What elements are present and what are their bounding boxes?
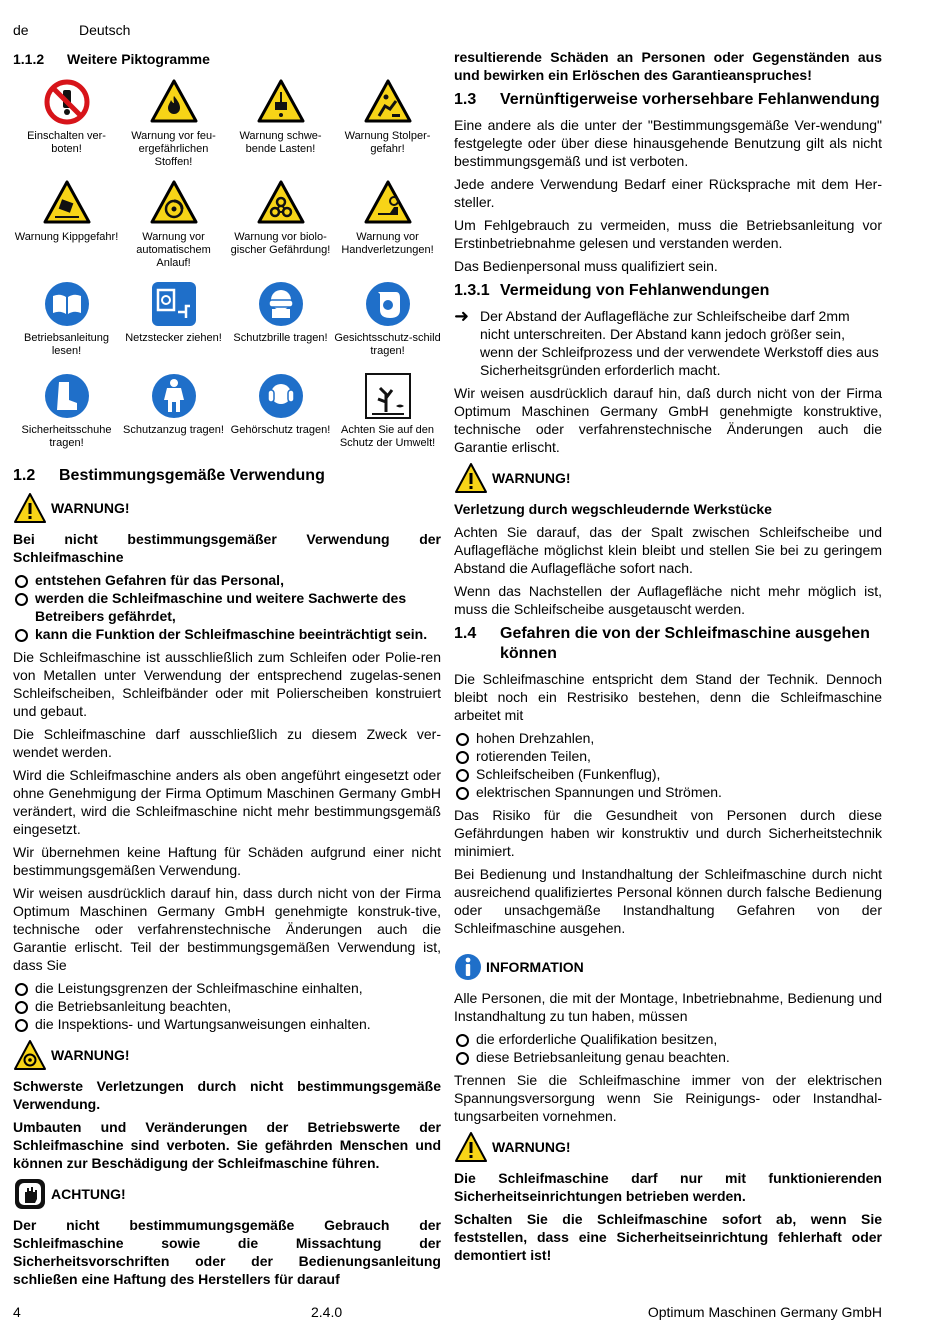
paragraph: Bei Bedienung und Instandhaltung der Schleifmaschine durch nicht ausreichend qualifiziertes Personal können durch falsche Bedienung oder unsachgemäße Instandhaltung Gefahren von der Schleifmaschine ausgehen. <box>454 866 882 936</box>
warning-triangle-icon <box>454 1131 488 1163</box>
pictogram-label: Warnung Kippgefahr! <box>14 231 119 243</box>
pictogram <box>227 179 334 270</box>
pictogram-label: Warnung vor biolo-gischer Gefährdung! <box>230 231 331 256</box>
section-heading-1-3-1: 1.3.1 Vermeidung von Fehlanwendungen <box>454 282 770 299</box>
section-heading-1-4: 1.4 Gefahren die von der Schleifmaschine ausgehen können <box>454 625 870 662</box>
list-item: Schleifscheiben (Funkenflug), <box>454 765 882 783</box>
language-name: Deutsch <box>79 22 131 38</box>
caution-hand-icon <box>13 1178 47 1210</box>
pictogram-grid <box>13 78 441 454</box>
pictogram <box>227 372 334 454</box>
pictogram-label: Warnung vor Handverletzungen! <box>341 231 434 256</box>
warning-title: Verletzung durch wegschleudernde Werkstücke <box>454 501 772 517</box>
list-item: werden die Schleifmaschine und weitere Sachwerte des Betreibers gefährdet, <box>13 589 441 625</box>
warning-paragraph: Umbauten und Veränderungen der Betriebswerte der Schleifmaschine sind verboten. Sie gefährden Menschen und können zur Beschädigung der Schleifmaschine führen. <box>13 1119 441 1171</box>
paragraph: Wir übernehmen keine Haftung für Schäden aufgrund einer nicht bestimmungsgemäßen Verwendung. <box>13 844 441 878</box>
warning-automatic-start-icon <box>13 1039 47 1071</box>
paragraph: Alle Personen, die mit der Montage, Inbetriebnahme, Bedienung und Instandhaltung zu tun haben, müssen <box>454 990 882 1024</box>
paragraph: Achten Sie darauf, das der Spalt zwischen Schleifscheibe und Auflagefläche möglichst klein bleibt und stellen Sie bei zu geringem Abstand die Auflagefläche sofort nach. <box>454 524 882 576</box>
paragraph: Jede andere Verwendung Bedarf einer Rücksprache mit dem Her-steller. <box>454 176 882 210</box>
warning-list <box>13 571 441 643</box>
environment-icon <box>364 372 412 420</box>
version: 2.4.0 <box>311 1304 343 1320</box>
pictogram-label: Warnung vor automatischem Anlauf! <box>136 231 211 269</box>
ear-protection-icon <box>257 372 305 420</box>
warning-block-4: WARNUNG! <box>454 1131 882 1163</box>
bullet-list <box>13 979 441 1033</box>
continued-paragraph: resultierende Schäden an Personen oder Gegenständen aus und bewirken ein Erlöschen des Garantieanspruches! <box>454 49 882 83</box>
paragraph: Die Schleifmaschine entspricht dem Stand der Technik. Dennoch bleibt noch ein Restrisiko bestehen, denn die Schleifmaschine arbeitet mit <box>454 671 882 723</box>
warning-suspended-load-icon <box>257 78 305 126</box>
page-header <box>13 22 130 38</box>
pictogram-label: Achten Sie auf den Schutz der Umwelt! <box>339 424 436 449</box>
pictogram-label: Gesichtsschutz-schild tragen! <box>334 332 441 357</box>
section-heading-1-1-2: 1.1.2 Weitere Piktogramme <box>13 51 210 67</box>
right-column <box>454 48 882 1269</box>
pictogram-label: Schutzbrille tragen! <box>233 332 328 344</box>
face-shield-icon <box>364 280 412 328</box>
pictogram <box>334 372 441 454</box>
pictogram <box>334 78 441 169</box>
pictogram-label: Gehörschutz tragen! <box>230 424 331 436</box>
list-item: entstehen Gefahren für das Personal, <box>13 571 441 589</box>
protective-suit-icon <box>150 372 198 420</box>
pictogram <box>120 179 227 270</box>
warning-paragraph: Schwerste Verletzungen durch nicht bestimmungsgemäße Verwendung. <box>13 1078 441 1112</box>
pictogram <box>13 179 120 270</box>
pictogram <box>120 280 227 362</box>
warning-block-3: WARNUNG! <box>454 462 882 494</box>
prohibition-switch-on-icon <box>43 78 91 126</box>
list-item: die Leistungsgrenzen der Schleifmaschine einhalten, <box>13 979 441 997</box>
bullet-list <box>454 1030 882 1066</box>
language-code: de <box>13 22 29 38</box>
warning-triangle-icon <box>13 492 47 524</box>
paragraph: Um Fehlgebrauch zu vermeiden, muss die Betriebsanleitung vor Erstinbetriebnahme gelesen und verstanden werden. <box>454 217 882 251</box>
list-item: die erforderliche Qualifikation besitzen, <box>454 1030 882 1048</box>
warning-automatic-start-icon <box>150 179 198 227</box>
read-manual-icon <box>43 280 91 328</box>
pictogram <box>334 280 441 362</box>
pictogram <box>120 372 227 454</box>
pictogram-label: Warnung Stolper-gefahr! <box>344 130 431 155</box>
arrow-note: ➜ Der Abstand der Auflagefläche zur Schleifscheibe darf 2mm nicht unterschreiten. Der Abstand kann jedoch größer sein, wenn der Schleifprozess und der verwendete Werkstoff dies aus Sicherheitsgründen erforderlich macht. <box>454 306 879 378</box>
section-heading-1-3: 1.3 Vernünftigerweise vorhersehbare Fehlanwendung <box>454 91 880 108</box>
pictogram-label: Warnung schwe-bende Lasten! <box>239 130 322 155</box>
paragraph: Die Schleifmaschine ist ausschließlich zum Schleifen oder Polie-ren von Metallen unter Verwendung der entsprechend zugelas-senen Schleifscheiben, Schleifbänder oder mit Polierscheiben konstruiert und gebaut. <box>13 649 441 719</box>
page-number: 4 <box>13 1304 21 1320</box>
pictogram <box>13 78 120 169</box>
pictogram <box>13 280 120 362</box>
arrow-right-icon: ➜ <box>454 306 470 326</box>
paragraph: Wird die Schleifmaschine anders als oben angeführt eingesetzt oder ohne Genehmigung der Firma Optimum Maschinen Germany GmbH verändert, wird die Schleifmaschine nicht mehr bestimmungsgemäß eingesetzt. <box>13 767 441 837</box>
paragraph: Das Risiko für die Gesundheit von Personen durch diese Gefährdungen haben wir konstruktiv und durch Sicherheitstechnik minimiert. <box>454 807 882 859</box>
warning-hand-injury-icon <box>364 179 412 227</box>
pictogram-label: Einschalten ver-boten! <box>27 130 106 155</box>
pictogram-label: Sicherheitsschuhe tragen! <box>21 424 112 449</box>
warning-paragraph: Schalten Sie die Schleifmaschine sofort ab, wenn Sie feststellen, dass eine Sicherheitseinrichtung fehlerhaft oder demontiert ist! <box>454 1211 882 1263</box>
paragraph: Das Bedienpersonal muss qualifiziert sein. <box>454 258 718 274</box>
pictogram <box>334 179 441 270</box>
list-item: diese Betriebsanleitung genau beachten. <box>454 1048 882 1066</box>
warning-block-2: WARNUNG! <box>13 1039 441 1071</box>
paragraph: Trennen Sie die Schleifmaschine immer von der elektrischen Spannungsversorgung wenn Sie Reinigungs- oder Instandhal-tungsarbeiten vornehmen. <box>454 1072 882 1124</box>
info-block: INFORMATION <box>454 951 882 983</box>
bullet-list <box>454 729 882 801</box>
pictogram <box>227 280 334 362</box>
list-item: die Betriebsanleitung beachten, <box>13 997 441 1015</box>
list-item: hohen Drehzahlen, <box>454 729 882 747</box>
safety-boots-icon <box>43 372 91 420</box>
paragraph: Eine andere als die unter der "Bestimmungsgemäße Ver-wendung" festgelegte oder über diese hinausgehende Benutzung gilt als nicht bestimmungsgemäß und ist verboten. <box>454 117 882 169</box>
paragraph: Wenn das Nachstellen der Auflagefläche nicht mehr möglich ist, muss die Schleifscheibe ausgetauscht werden. <box>454 583 882 617</box>
info-icon <box>454 951 482 983</box>
caution-paragraph: Der nicht bestimmumungsgemäße Gebrauch der Schleifmaschine sowie die Missachtung der Sicherheitsvorschriften oder der Bedienungsanleitung schließen eine Haftung des Herstellers für darauf <box>13 1217 441 1287</box>
warning-block-1: WARNUNG! <box>13 492 441 524</box>
company-name: Optimum Maschinen Germany GmbH <box>647 1304 882 1320</box>
warning-tipping-icon <box>43 179 91 227</box>
pictogram <box>120 78 227 169</box>
pictogram-label: Betriebsanleitung lesen! <box>23 332 109 357</box>
pictogram <box>227 78 334 169</box>
paragraph: Wir weisen ausdrücklich darauf hin, dass durch nicht von der Firma Optimum Maschinen Germany GmbH genehmigte konstruk-tive, technische oder verfahrenstechnische Änderungen auch die Garantie erlischt. Teil der bestimmungsgemäßen Verwendung ist, dass Sie <box>13 885 441 973</box>
safety-goggles-icon <box>257 280 305 328</box>
list-item: kann die Funktion der Schleifmaschine beeinträchtigt sein. <box>13 625 441 643</box>
list-item: die Inspektions- und Wartungsanweisungen einhalten. <box>13 1015 441 1033</box>
paragraph: Wir weisen ausdrücklich darauf hin, daß durch nicht von der Firma Optimum Maschinen Germany GmbH genehmigte konstruktive, technische oder verfahrenstechnische Änderungen auch die Garantie erlischt. <box>454 385 882 455</box>
list-item: rotierenden Teilen, <box>454 747 882 765</box>
warning-biohazard-icon <box>257 179 305 227</box>
pictogram <box>13 372 120 454</box>
warning-intro: Bei nicht bestimmungsgemäßer Verwendung der Schleifmaschine <box>13 531 441 565</box>
pictogram-label: Warnung vor feu-ergefährlichen Stoffen! <box>131 130 216 168</box>
left-column <box>13 48 441 1293</box>
warning-trip-icon <box>364 78 412 126</box>
unplug-icon <box>150 280 198 328</box>
warning-triangle-icon <box>454 462 488 494</box>
warning-paragraph: Die Schleifmaschine darf nur mit funktionierenden Sicherheitseinrichtungen betrieben werden. <box>454 1170 882 1204</box>
paragraph: Die Schleifmaschine darf ausschließlich zu diesem Zweck ver-wendet werden. <box>13 726 441 760</box>
pictogram-label: Schutzanzug tragen! <box>123 424 224 436</box>
caution-block: ACHTUNG! <box>13 1178 441 1210</box>
list-item: elektrischen Spannungen und Strömen. <box>454 783 882 801</box>
warning-flammable-icon <box>150 78 198 126</box>
pictogram-label: Netzstecker ziehen! <box>125 332 222 344</box>
section-heading-1-2: 1.2 Bestimmungsgemäße Verwendung <box>13 467 325 484</box>
